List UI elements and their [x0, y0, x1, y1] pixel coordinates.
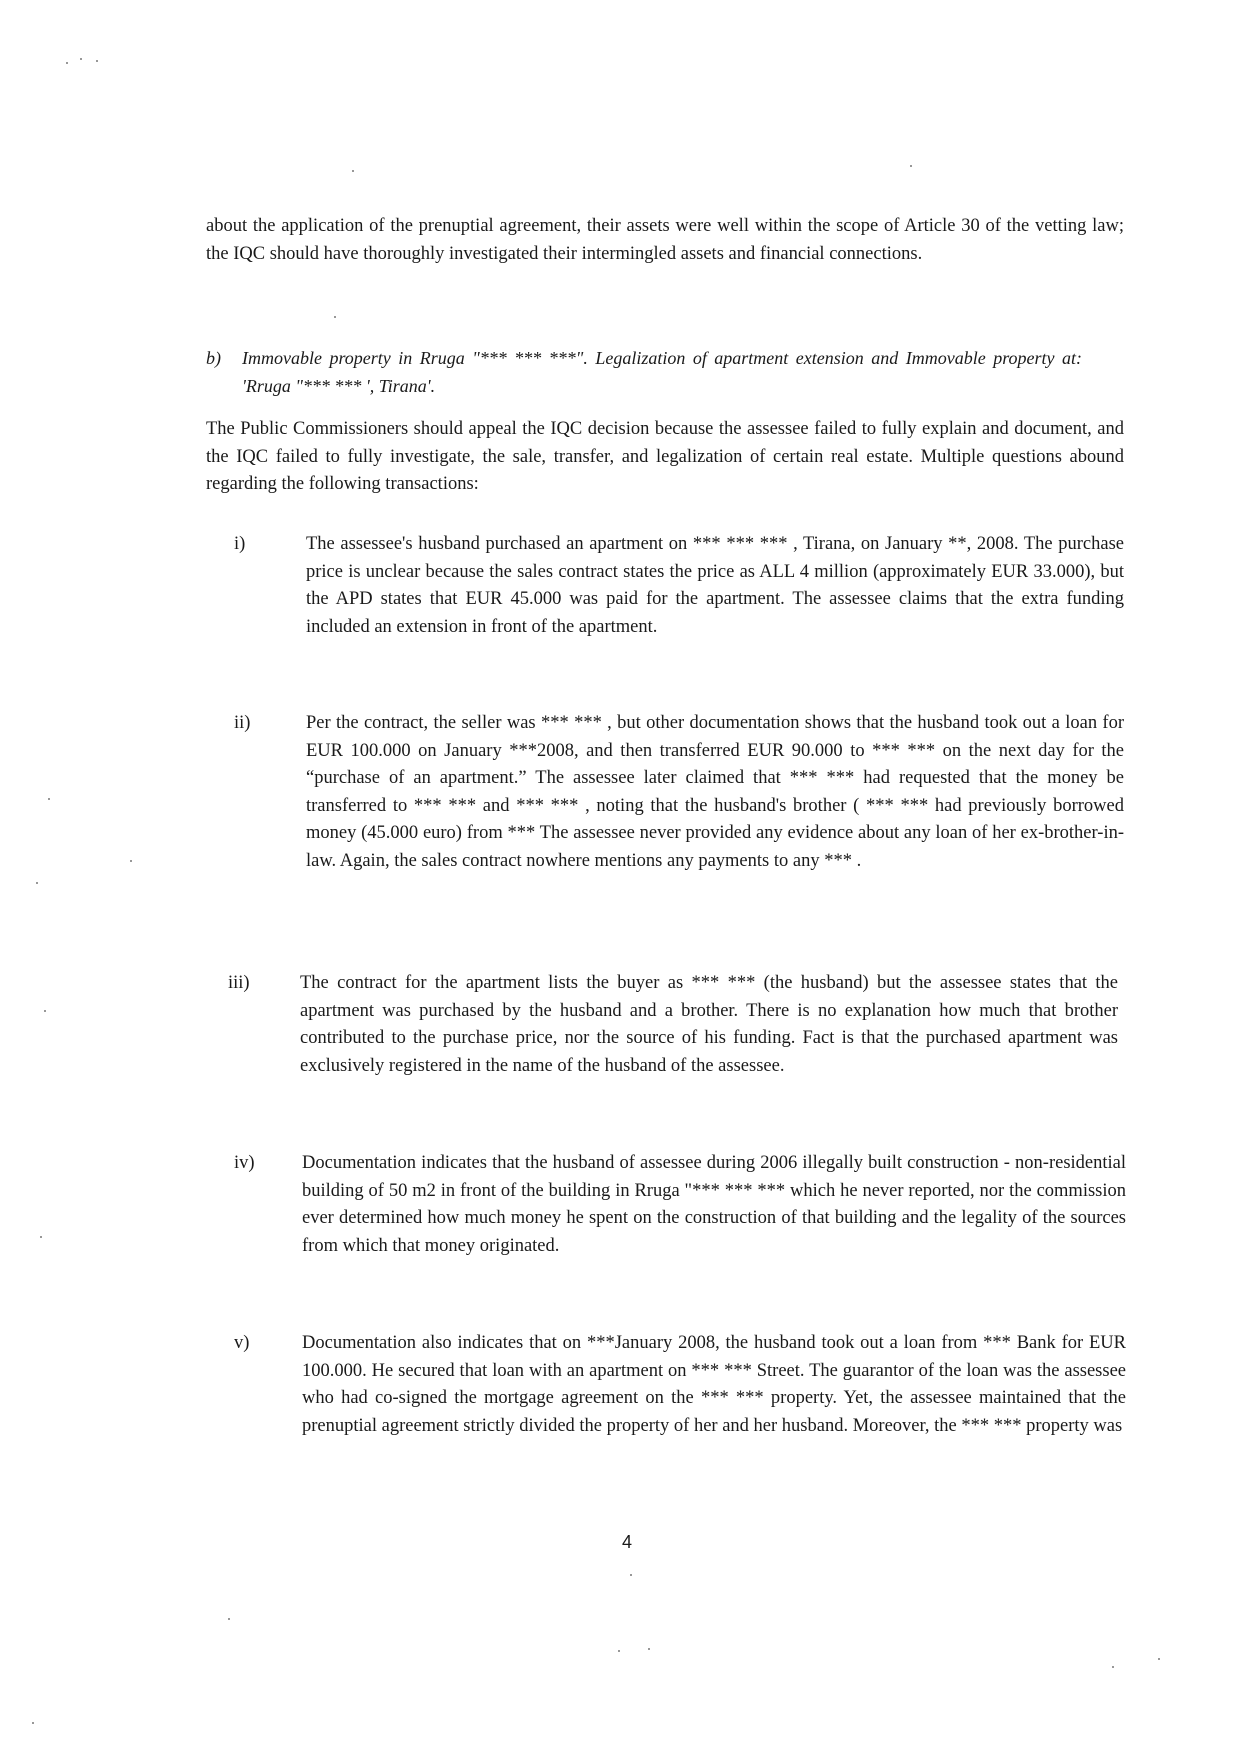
scan-speck — [96, 60, 98, 62]
page-number: 4 — [622, 1532, 633, 1552]
scan-speck — [80, 58, 82, 60]
scan-speck — [36, 882, 38, 884]
scan-speck — [48, 798, 50, 800]
list-item-number: i) — [234, 534, 246, 554]
scan-speck — [630, 1574, 632, 1576]
list-item-text: Documentation also indicates that on ***January 2008, the husband took out a loan from *** Bank for EUR 100.000. He secured that loan with an apartment on *** *** Street. The guarantor of the loan was the assessee who had co-signed the mortgage agreement on the *** *** property. Yet, the assessee maintained that the prenuptial agreement strictly divided the property of her and her husband. Moreover, the *** *** property was — [302, 1333, 1126, 1436]
scan-speck — [1158, 1658, 1160, 1660]
scan-speck — [334, 316, 336, 318]
scan-speck — [1112, 1666, 1114, 1668]
section-heading-text: Immovable property in Rruga "*** *** ***". Legalization of apartment extension and Immovable property at: 'Rruga "*** *** ', Tirana'. — [242, 348, 1082, 396]
list-item-number: iii) — [228, 973, 250, 993]
list-item-text: Per the contract, the seller was *** *** , but other documentation shows that the husband took out a loan for EUR 100.000 on January ***2008, and then transferred EUR 90.000 to *** *** on the next day for the “purchase of an apartment.” The assessee later claimed that *** *** had requested that the money be transferred to *** *** and *** *** , noting that the husband's brother ( *** *** had previously borrowed money (45.000 euro) from *** The assessee never provided any evidence about any loan of her ex-brother-in-law. Again, the sales contract nowhere mentions any payments to any *** . — [306, 713, 1124, 871]
scan-speck — [910, 165, 912, 167]
list-item-text: The assessee's husband purchased an apartment on *** *** *** , Tirana, on January **, 2008. The purchase price is unclear because the sales contract states the price as ALL 4 million (approximately EUR 33.000), but the APD states that EUR 45.000 was paid for the apartment. The assessee claims that the extra funding included an extension in front of the apartment. — [306, 534, 1124, 637]
scan-speck — [32, 1722, 34, 1724]
list-item-number: ii) — [234, 713, 251, 733]
scan-speck — [228, 1618, 230, 1620]
list-item-text: The contract for the apartment lists the buyer as *** *** (the husband) but the assessee states that the apartment was purchased by the husband and a brother. There is no explanation how much that brother contributed to the purchase price, nor the source of his funding. Fact is that the purchased apartment was exclusively registered in the name of the husband of the assessee. — [300, 973, 1118, 1076]
scan-speck — [352, 170, 354, 172]
section-heading-label: b) — [206, 348, 221, 368]
lead-paragraph: The Public Commissioners should appeal the IQC decision because the assessee failed to fully explain and document, and the IQC failed to fully investigate, the sale, transfer, and legalization of certain real estate. Multiple questions abound regarding the following transactions: — [206, 419, 1124, 494]
scan-speck — [40, 1236, 42, 1238]
list-item-text: Documentation indicates that the husband of assessee during 2006 illegally built construction - non-residential building of 50 m2 in front of the building in Rruga "*** *** *** which he never reported, nor the commission ever determined how much money he spent on the construction of that building and the legality of the sources from which that money originated. — [302, 1153, 1126, 1256]
list-item-number: v) — [234, 1333, 250, 1353]
scan-speck — [130, 860, 132, 862]
list-item-number: iv) — [234, 1153, 255, 1173]
scan-speck — [648, 1648, 650, 1650]
intro-paragraph: about the application of the prenuptial agreement, their assets were well within the scope of Article 30 of the vetting law; the IQC should have thoroughly investigated their intermingled assets and financial connections. — [206, 216, 1124, 264]
scan-speck — [44, 1010, 46, 1012]
scan-speck — [66, 62, 68, 64]
scan-speck — [618, 1650, 620, 1652]
